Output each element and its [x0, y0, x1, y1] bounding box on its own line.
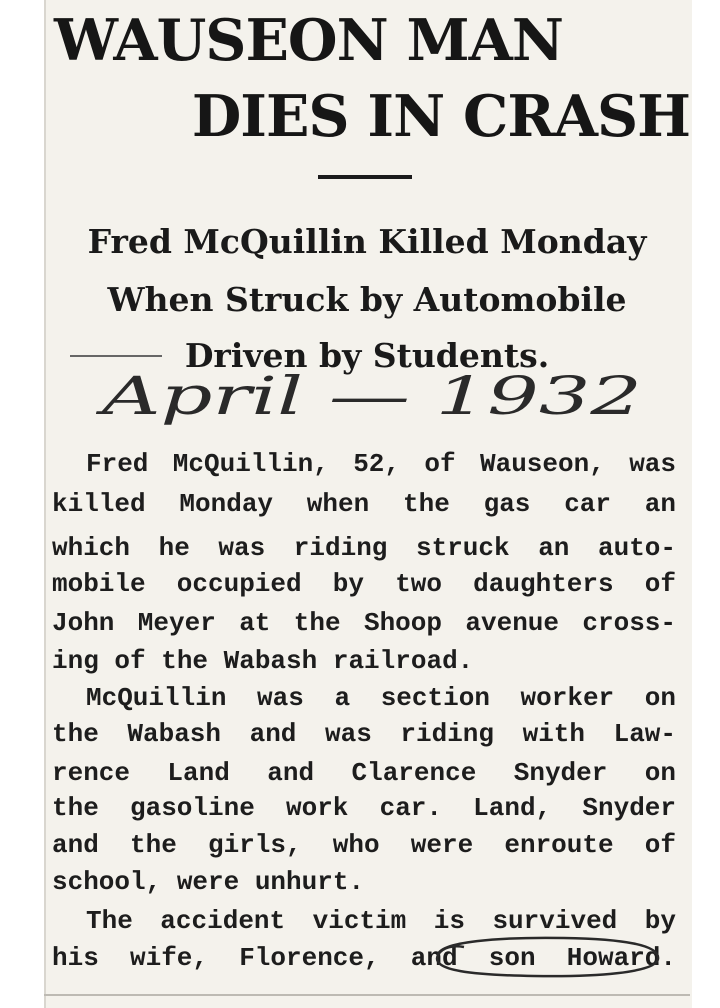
handwritten-date [96, 362, 656, 442]
body-line: McQuillin was a section worker on [86, 683, 676, 713]
body-line: The accident victim is survived by [86, 906, 676, 936]
body-line: the Wabash and was riding with Law- [52, 719, 676, 749]
body-line: which he was riding struck an auto- [52, 533, 676, 563]
clipping-bottom-edge [44, 994, 690, 1002]
headline-line-2: DIES IN CRASH [191, 83, 690, 150]
subheadline-line-1: Fred McQuillin Killed Monday [87, 222, 647, 261]
handwritten-date-text: April — 1932 [96, 367, 643, 427]
body-line: killed Monday when the gas car an [52, 489, 676, 519]
handdrawn-circle-mark [424, 933, 664, 981]
body-line: school, were unhurt. [52, 867, 365, 897]
deck-dash [70, 355, 162, 357]
headline-divider [318, 175, 412, 179]
body-line: ing of the Wabash railroad. [52, 646, 474, 676]
body-line: Fred McQuillin, 52, of Wauseon, was [86, 449, 676, 479]
body-line: his wife, Florence, and son Howard. [52, 943, 676, 973]
body-line: and the girls, who were enroute of [52, 830, 676, 860]
body-line: mobile occupied by two daughters of [52, 569, 676, 599]
subheadline-line-3: Driven by Students. [184, 336, 550, 375]
body-line: rence Land and Clarence Snyder on [52, 758, 676, 788]
body-line: the gasoline work car. Land, Snyder [52, 793, 676, 823]
subheadline-line-2: When Struck by Automobile [107, 280, 627, 319]
headline-line-1: WAUSEON MAN [54, 7, 563, 74]
body-line: John Meyer at the Shoop avenue cross- [52, 608, 676, 638]
